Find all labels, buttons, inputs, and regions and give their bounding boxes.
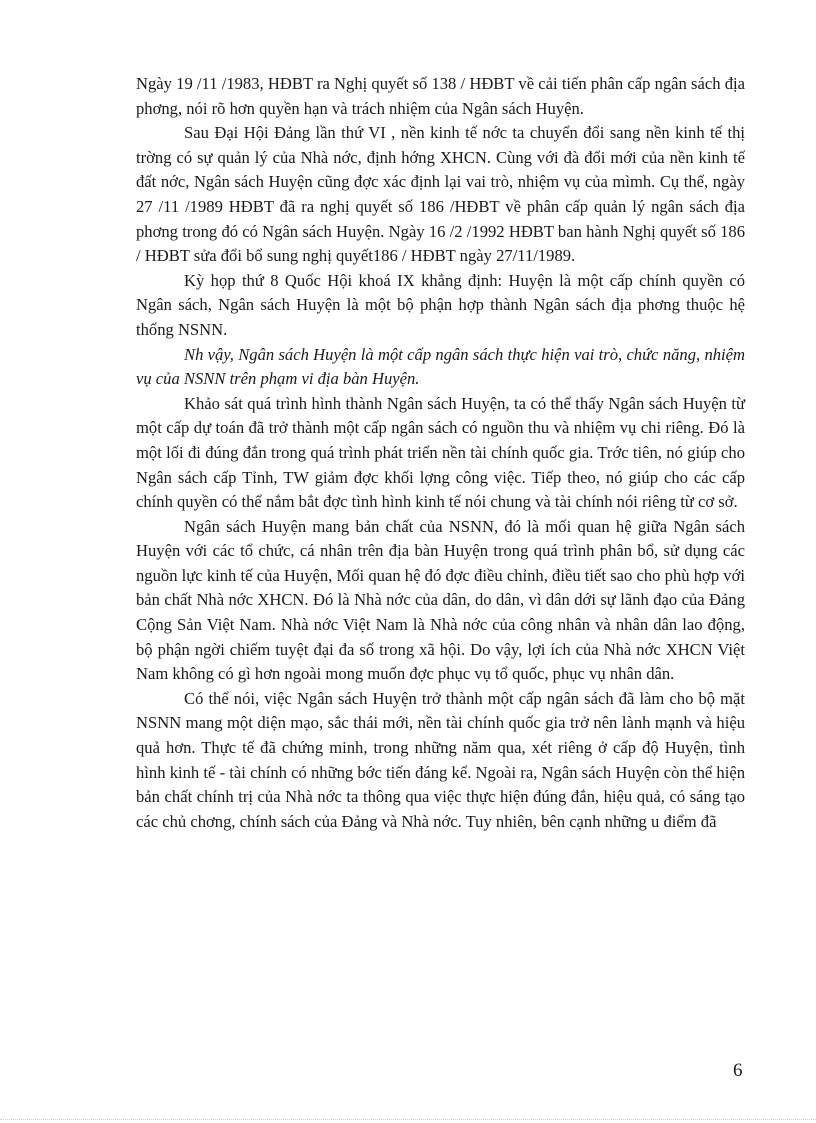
paragraph-2: Sau Đại Hội Đảng lần thứ VI , nền kinh tế nớc ta chuyển đổi sang nền kinh tế thị trờng có sự quản lý của Nhà nớc, định hớng XHCN. Cùng với đà đổi mới của nền kinh tế đất nớc, Ngân sách Huyện cũng đợc xác định lại vai trò, nhiệm vụ của mìmh. Cụ thể, ngày 27 /11 /1989 HĐBT đã ra nghị quyết số 186 /HĐBT về phân cấp quản lý ngân sách địa phơng trong đó có Ngân sách Huyện. Ngày 16 /2 /1992 HĐBT ban hành Nghị quyết số 186 / HĐBT sửa đổi bổ sung nghị quyết186 / HĐBT ngày 27/11/1989. bbox=[136, 123, 745, 266]
paragraph-4-italic-summary: Nh vậy, Ngân sách Huyện là một cấp ngân sách thực hiện vai trò, chức năng, nhiệm vụ của NSNN trên phạm vi địa bàn Huyện. bbox=[136, 344, 745, 389]
paragraph-1: Ngày 19 /11 /1983, HĐBT ra Nghị quyết số 138 / HĐBT về cải tiến phân cấp ngân sách địa phơng, nói rõ hơn quyền hạn và trách nhiệm của Ngân sách Huyện. bbox=[136, 74, 745, 118]
document-body bbox=[136, 72, 745, 834]
paragraph-6: Ngân sách Huyện mang bản chất của NSNN, đó là mối quan hệ giữa Ngân sách Huyện với các tổ chức, cá nhân trên địa bàn Huyện trong quá trình phân bổ, sử dụng các nguồn lực kinh tế của Huyện, Mối quan hệ đó đợc điều chỉnh, điều tiết sao cho phù hợp với bản chất Nhà nớc XHCN. Đó là Nhà nớc của dân, do dân, vì dân dới sự lãnh đạo của Đảng Cộng Sản Việt Nam. Nhà nớc Việt Nam là Nhà nớc của công nhân và nhân dân lao động, bộ phận ngời chiếm tuyệt đại đa số trong xã hội. Do vậy, lợi ích của Nhà nớc XHCN Việt Nam không có gì hơn ngoài mong muốn đợc phục vụ tổ quốc, phục vụ nhân dân. bbox=[136, 516, 745, 684]
page-number: 6 bbox=[733, 1060, 743, 1081]
page-bottom-border bbox=[0, 1119, 816, 1120]
paragraph-7: Có thể nói, việc Ngân sách Huyện trở thành một cấp ngân sách đã làm cho bộ mặt NSNN mang một diện mạo, sắc thái mới, nền tài chính quốc gia trở nên lành mạnh và hiệu quả hơn. Thực tế đã chứng minh, trong những năm qua, xét riêng ở cấp độ Huyện, tình hình kinh tế - tài chính có những bớc tiến đáng kể. Ngoài ra, Ngân sách Huyện còn thể hiện bản chất chính trị của Nhà nớc ta thông qua việc thực hiện đúng đắn, hiệu quả, có sáng tạo các chủ chơng, chính sách của Đảng và Nhà nớc. Tuy nhiên, bên cạnh những u điểm đã bbox=[136, 688, 745, 831]
paragraph-3: Kỳ họp thứ 8 Quốc Hội khoá IX khẳng định: Huyện là một cấp chính quyền có Ngân sách, Ngân sách Huyện là một bộ phận hợp thành Ngân sách địa phơng thuộc hệ thống NSNN. bbox=[136, 270, 745, 339]
paragraph-5: Khảo sát quá trình hình thành Ngân sách Huyện, ta có thể thấy Ngân sách Huyện từ một cấp dự toán đã trở thành một cấp ngân sách có nguồn thu và nhiệm vụ chi riêng. Đó là một lối đi đúng đắn trong quá trình phát triển nền tài chính quốc gia. Trớc tiên, nó giúp cho Ngân sách cấp Tỉnh, TW giảm đợc khối lợng công việc. Tiếp theo, nó giúp cho các cấp chính quyền có thể nắm bắt đợc tình hình kinh tế nói chung và tài chính nói riêng từ cơ sở. bbox=[136, 393, 745, 512]
